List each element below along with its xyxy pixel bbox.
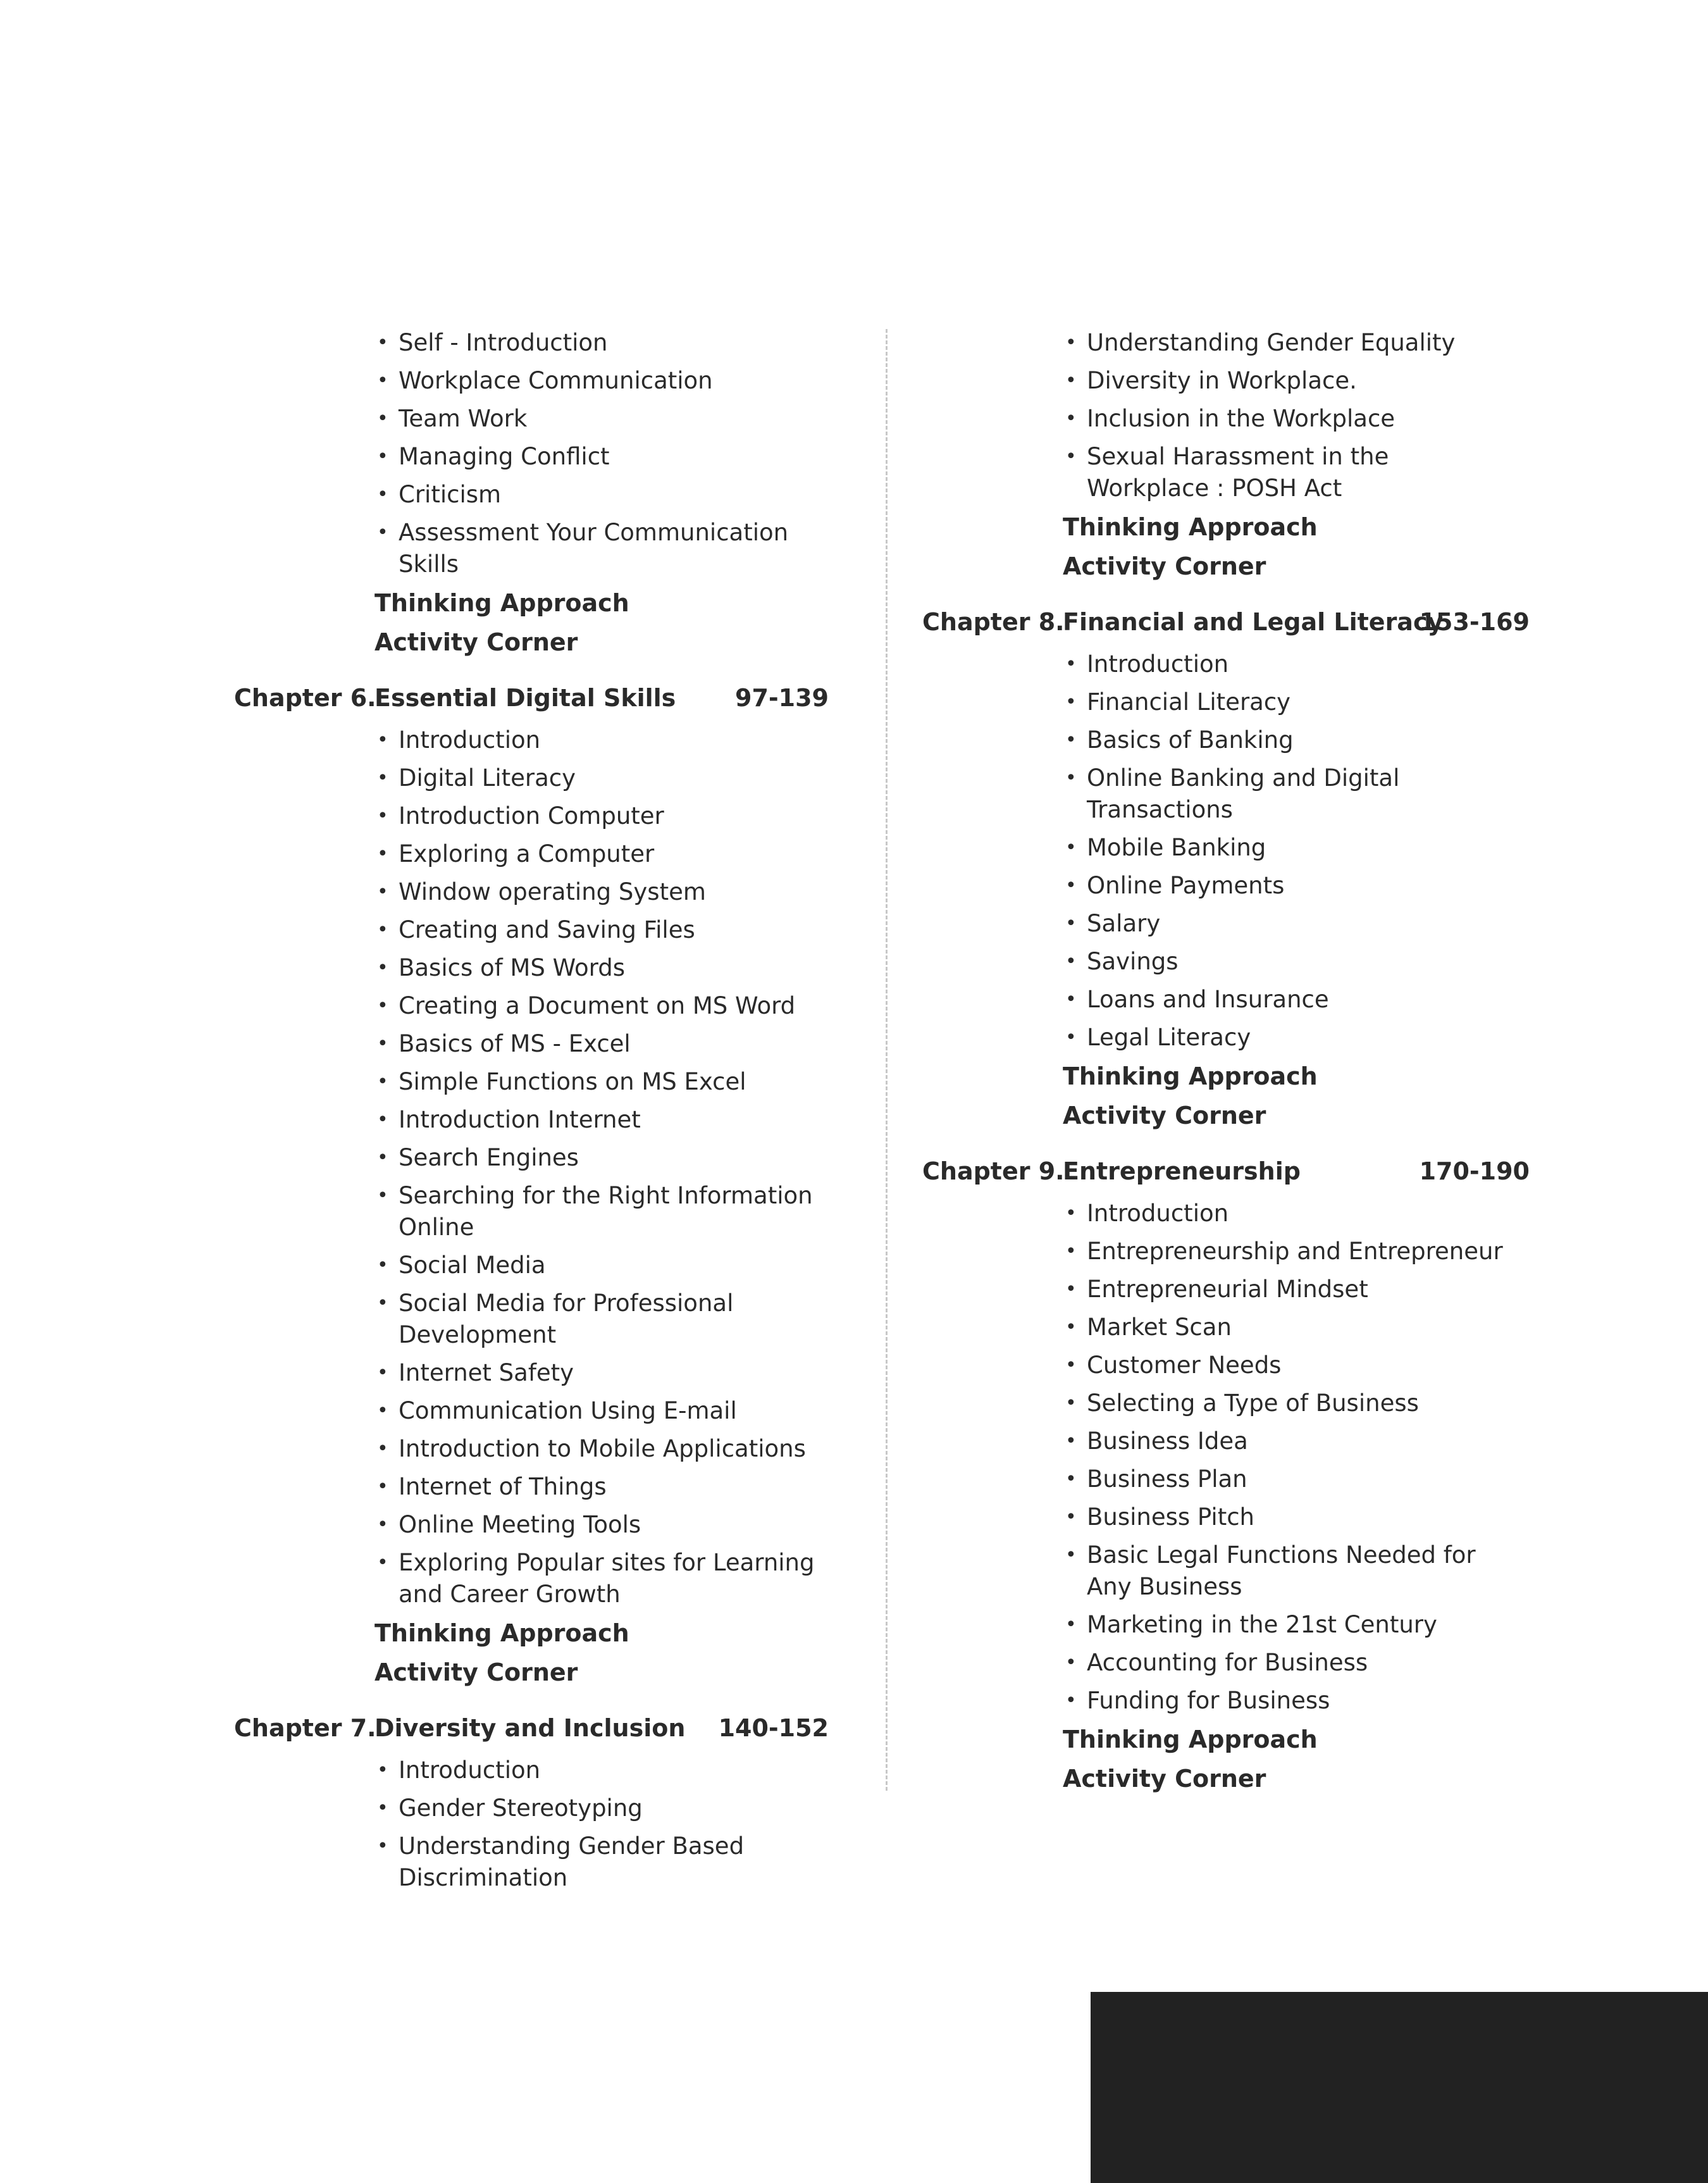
topic-label: Online Payments xyxy=(1087,872,1285,899)
bullet-icon: • xyxy=(1065,370,1077,392)
topic-label: Introduction xyxy=(1087,1200,1229,1227)
bullet-icon: • xyxy=(377,805,388,827)
bullet-icon: • xyxy=(1065,1468,1077,1490)
bullet-icon: • xyxy=(1065,445,1077,468)
bullet-icon: • xyxy=(377,843,388,865)
bullet-icon: • xyxy=(1065,653,1077,675)
bullet-icon: • xyxy=(1065,1544,1077,1566)
chapter-section xyxy=(922,1148,1549,1798)
topic-label: Exploring Popular sites for Learning and Career Growth xyxy=(399,1549,815,1608)
topic-item xyxy=(374,400,848,438)
topic-item xyxy=(374,911,848,949)
topic-item xyxy=(1063,1384,1504,1422)
topic-label: Online Banking and Digital Transactions xyxy=(1087,764,1400,823)
topic-item xyxy=(374,1544,848,1614)
topic-item xyxy=(1063,721,1504,759)
chapter-page-range: 170-190 xyxy=(1419,1157,1530,1185)
bullet-icon: • xyxy=(377,995,388,1017)
chapter-heading xyxy=(922,599,1549,645)
topic-item xyxy=(1063,1606,1504,1644)
topic-item xyxy=(1063,1536,1504,1606)
topic-label: Searching for the Right Information Online xyxy=(399,1182,813,1241)
topic-item xyxy=(374,759,848,797)
thinking-approach-label: Thinking Approach xyxy=(374,589,629,617)
topic-list xyxy=(234,721,848,1614)
topic-label: Digital Literacy xyxy=(399,764,576,792)
bullet-icon: • xyxy=(377,370,388,392)
activity-corner-label: Activity Corner xyxy=(374,628,578,656)
topic-item xyxy=(374,1751,848,1789)
thinking-approach-label: Thinking Approach xyxy=(1063,513,1318,541)
chapter-section xyxy=(234,675,848,1692)
bullet-icon: • xyxy=(377,1033,388,1055)
topic-item xyxy=(1063,683,1504,721)
topic-item xyxy=(374,1284,848,1354)
topic-label: Search Engines xyxy=(399,1144,579,1171)
chapter-section xyxy=(234,324,848,662)
topic-list xyxy=(922,645,1549,1057)
bullet-icon: • xyxy=(377,919,388,941)
topic-label: Social Media for Professional Development xyxy=(399,1290,734,1348)
topic-item xyxy=(1063,1309,1504,1346)
topic-item xyxy=(1063,1195,1504,1233)
bullet-icon: • xyxy=(377,1797,388,1819)
topic-label: Criticism xyxy=(399,481,502,508)
bullet-icon: • xyxy=(377,1835,388,1857)
topic-label: Window operating System xyxy=(399,878,706,905)
topic-label: Online Meeting Tools xyxy=(399,1511,641,1538)
bullet-icon: • xyxy=(377,332,388,354)
topic-list xyxy=(234,324,848,583)
topic-item xyxy=(374,1506,848,1544)
thinking-approach-label: Thinking Approach xyxy=(1063,1062,1318,1090)
topic-label: Savings xyxy=(1087,948,1179,975)
bullet-icon: • xyxy=(1065,1202,1077,1224)
topic-item xyxy=(374,1468,848,1506)
topic-item xyxy=(1063,362,1504,400)
topic-label: Social Media xyxy=(399,1252,546,1279)
topic-label: Understanding Gender Based Discrimination xyxy=(399,1832,745,1891)
chapter-heading xyxy=(922,1148,1549,1195)
bullet-icon: • xyxy=(1065,837,1077,859)
topic-item xyxy=(374,1025,848,1063)
topic-label: Entrepreneurial Mindset xyxy=(1087,1276,1368,1303)
bullet-icon: • xyxy=(377,483,388,506)
toc-left-column xyxy=(234,324,848,1910)
topic-label: Workplace Communication xyxy=(399,367,713,394)
topic-item xyxy=(374,1139,848,1177)
topic-item xyxy=(1063,867,1504,905)
bullet-icon: • xyxy=(377,1400,388,1422)
chapter-page-range: 97-139 xyxy=(735,684,829,712)
thinking-approach-label: Thinking Approach xyxy=(374,1619,629,1647)
chapter-number: Chapter 7. xyxy=(234,1714,376,1742)
activity-corner-label: Activity Corner xyxy=(374,1658,578,1686)
bullet-icon: • xyxy=(377,957,388,979)
topic-list xyxy=(922,324,1549,507)
topic-label: Salary xyxy=(1087,910,1161,937)
topic-list xyxy=(234,1751,848,1897)
topic-label: Understanding Gender Equality xyxy=(1087,329,1456,356)
topic-item xyxy=(1063,905,1504,943)
bullet-icon: • xyxy=(377,1185,388,1207)
topic-label: Assessment Your Communication Skills xyxy=(399,519,789,578)
bullet-icon: • xyxy=(1065,407,1077,430)
topic-item xyxy=(374,362,848,400)
topic-label: Managing Conflict xyxy=(399,443,610,470)
topic-label: Business Idea xyxy=(1087,1427,1248,1455)
chapter-title: Essential Digital Skills xyxy=(374,684,676,712)
bullet-icon: • xyxy=(377,881,388,903)
topic-label: Basics of MS - Excel xyxy=(399,1030,631,1057)
topic-label: Introduction Internet xyxy=(399,1106,641,1133)
bullet-icon: • xyxy=(377,1071,388,1093)
bullet-icon: • xyxy=(1065,950,1077,973)
topic-item xyxy=(374,476,848,514)
topic-label: Basic Legal Functions Needed for Any Business xyxy=(1087,1541,1476,1600)
topic-label: Business Pitch xyxy=(1087,1503,1254,1531)
bullet-icon: • xyxy=(1065,874,1077,897)
chapter-number: Chapter 9. xyxy=(922,1157,1065,1185)
bullet-icon: • xyxy=(377,1147,388,1169)
bullet-icon: • xyxy=(1065,729,1077,751)
topic-item xyxy=(374,1177,848,1247)
bullet-icon: • xyxy=(1065,1026,1077,1048)
topic-item xyxy=(374,438,848,476)
bullet-icon: • xyxy=(1065,1651,1077,1674)
bullet-icon: • xyxy=(1065,767,1077,789)
chapter-section xyxy=(922,324,1549,586)
topic-label: Exploring a Computer xyxy=(399,840,655,868)
topic-label: Marketing in the 21st Century xyxy=(1087,1611,1437,1638)
bullet-icon: • xyxy=(1065,1614,1077,1636)
topic-label: Introduction xyxy=(399,726,541,754)
bullet-icon: • xyxy=(1065,912,1077,935)
topic-label: Sexual Harassment in the Workplace : POSH Act xyxy=(1087,443,1389,502)
topic-label: Gender Stereotyping xyxy=(399,1794,643,1822)
topic-item xyxy=(374,1101,848,1139)
chapter-heading xyxy=(234,675,848,721)
topic-label: Diversity in Workplace. xyxy=(1087,367,1357,394)
topic-label: Selecting a Type of Business xyxy=(1087,1390,1419,1417)
topic-label: Financial Literacy xyxy=(1087,688,1291,716)
bullet-icon: • xyxy=(377,1292,388,1314)
chapter-heading xyxy=(234,1705,848,1751)
topic-item xyxy=(374,514,848,583)
bullet-icon: • xyxy=(1065,332,1077,354)
topic-item xyxy=(374,1063,848,1101)
bullet-icon: • xyxy=(377,1552,388,1574)
topic-item xyxy=(1063,943,1504,981)
topic-label: Entrepreneurship and Entrepreneur xyxy=(1087,1238,1503,1265)
bullet-icon: • xyxy=(377,445,388,468)
topic-item xyxy=(1063,324,1504,362)
bullet-icon: • xyxy=(377,1109,388,1131)
bullet-icon: • xyxy=(377,1759,388,1781)
topic-item xyxy=(1063,1460,1504,1498)
topic-label: Introduction to Mobile Applications xyxy=(399,1435,806,1462)
topic-label: Team Work xyxy=(399,405,528,432)
topic-item xyxy=(1063,1019,1504,1057)
toc-right-column xyxy=(922,324,1549,1811)
topic-item xyxy=(1063,1233,1504,1271)
topic-label: Funding for Business xyxy=(1087,1687,1330,1714)
topic-item xyxy=(1063,438,1504,507)
topic-label: Legal Literacy xyxy=(1087,1024,1251,1051)
topic-label: Introduction Computer xyxy=(399,802,664,830)
topic-label: Market Scan xyxy=(1087,1314,1232,1341)
topic-item xyxy=(374,835,848,873)
bullet-icon: • xyxy=(1065,988,1077,1011)
activity-corner-label: Activity Corner xyxy=(1063,1102,1266,1129)
topic-label: Inclusion in the Workplace xyxy=(1087,405,1395,432)
chapter-number: Chapter 6. xyxy=(234,684,376,712)
topic-item xyxy=(374,1354,848,1392)
column-divider xyxy=(886,329,888,1791)
bullet-icon: • xyxy=(377,1476,388,1498)
topic-item xyxy=(374,1392,848,1430)
bullet-icon: • xyxy=(1065,1316,1077,1338)
topic-label: Simple Functions on MS Excel xyxy=(399,1068,746,1095)
bullet-icon: • xyxy=(377,1514,388,1536)
topic-item xyxy=(1063,1682,1504,1720)
topic-item xyxy=(1063,1346,1504,1384)
chapter-title: Financial and Legal Literacy xyxy=(1063,608,1444,636)
topic-label: Customer Needs xyxy=(1087,1352,1282,1379)
topic-item xyxy=(1063,645,1504,683)
topic-item xyxy=(1063,1271,1504,1309)
topic-label: Loans and Insurance xyxy=(1087,986,1329,1013)
thinking-approach-label: Thinking Approach xyxy=(1063,1726,1318,1753)
topic-item xyxy=(1063,759,1504,829)
bullet-icon: • xyxy=(377,1254,388,1276)
topic-label: Accounting for Business xyxy=(1087,1649,1368,1676)
bullet-icon: • xyxy=(1065,1689,1077,1712)
topic-label: Internet Safety xyxy=(399,1359,574,1386)
bullet-icon: • xyxy=(377,1438,388,1460)
bullet-icon: • xyxy=(1065,1354,1077,1376)
topic-item xyxy=(1063,829,1504,867)
bullet-icon: • xyxy=(377,1362,388,1384)
bullet-icon: • xyxy=(1065,1430,1077,1452)
topic-item xyxy=(374,797,848,835)
activity-corner-label: Activity Corner xyxy=(1063,1765,1266,1793)
bullet-icon: • xyxy=(377,767,388,789)
topic-item xyxy=(374,873,848,911)
bullet-icon: • xyxy=(1065,1392,1077,1414)
bullet-icon: • xyxy=(377,521,388,544)
topic-label: Introduction xyxy=(399,1757,541,1784)
topic-item xyxy=(1063,1644,1504,1682)
topic-label: Mobile Banking xyxy=(1087,834,1266,861)
topic-item xyxy=(1063,1422,1504,1460)
chapter-title: Diversity and Inclusion xyxy=(374,1714,686,1742)
topic-item xyxy=(1063,1498,1504,1536)
corner-block xyxy=(1091,1992,1708,2183)
topic-label: Communication Using E-mail xyxy=(399,1397,737,1424)
topic-label: Internet of Things xyxy=(399,1473,607,1500)
topic-label: Introduction xyxy=(1087,650,1229,678)
bullet-icon: • xyxy=(1065,1240,1077,1262)
bullet-icon: • xyxy=(377,407,388,430)
chapter-section xyxy=(234,1705,848,1897)
chapter-title: Entrepreneurship xyxy=(1063,1157,1301,1185)
topic-item xyxy=(374,1789,848,1827)
bullet-icon: • xyxy=(377,729,388,751)
topic-label: Creating a Document on MS Word xyxy=(399,992,796,1019)
topic-label: Basics of Banking xyxy=(1087,726,1294,754)
topic-label: Self - Introduction xyxy=(399,329,608,356)
topic-item xyxy=(374,1430,848,1468)
topic-item xyxy=(374,1827,848,1897)
topic-label: Business Plan xyxy=(1087,1465,1247,1493)
topic-item xyxy=(374,721,848,759)
chapter-page-range: 140-152 xyxy=(718,1714,829,1742)
bullet-icon: • xyxy=(1065,1278,1077,1300)
chapter-section xyxy=(922,599,1549,1135)
topic-label: Creating and Saving Files xyxy=(399,916,695,943)
chapter-number: Chapter 8. xyxy=(922,608,1065,636)
topic-item xyxy=(374,324,848,362)
topic-item xyxy=(374,949,848,987)
topic-label: Basics of MS Words xyxy=(399,954,625,981)
topic-list xyxy=(922,1195,1549,1720)
topic-item xyxy=(1063,981,1504,1019)
topic-item xyxy=(1063,400,1504,438)
topic-item xyxy=(374,987,848,1025)
chapter-page-range: 153-169 xyxy=(1419,608,1530,636)
bullet-icon: • xyxy=(1065,691,1077,713)
topic-item xyxy=(374,1247,848,1284)
activity-corner-label: Activity Corner xyxy=(1063,552,1266,580)
bullet-icon: • xyxy=(1065,1506,1077,1528)
